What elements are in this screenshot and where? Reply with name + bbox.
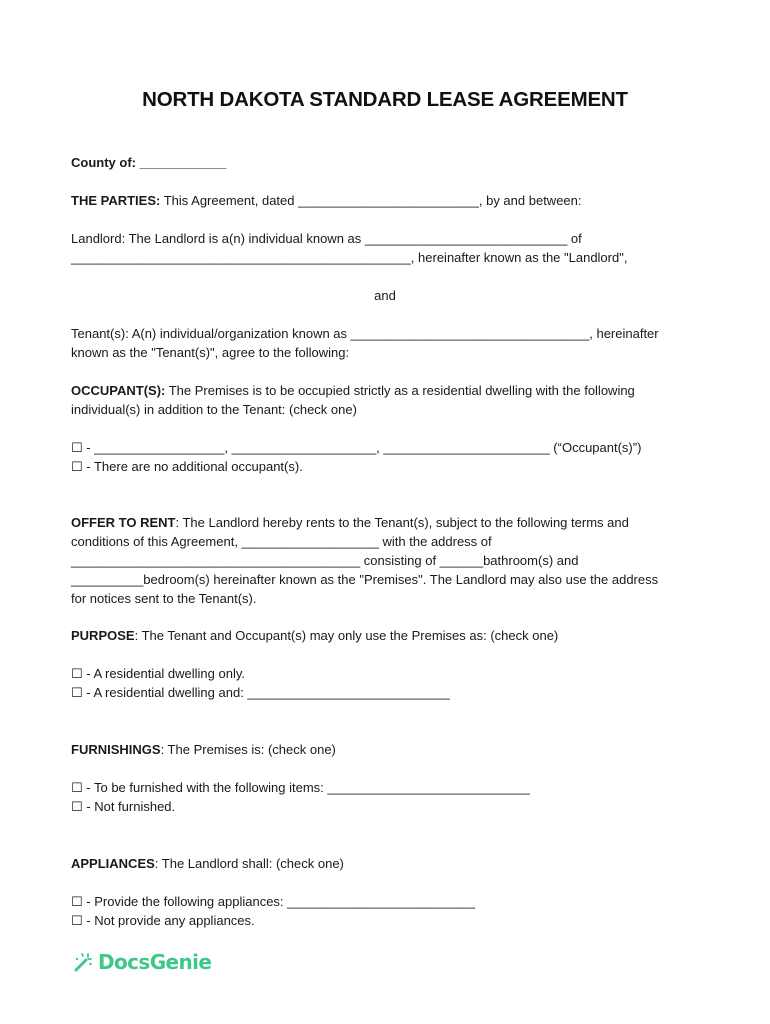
occupants-text: The Premises is to be occupied strictly as a residential dwelling with the following bbox=[165, 383, 635, 398]
offer-paragraph bbox=[71, 515, 629, 530]
tenant-line-2: known as the "Tenant(s)", agree to the following: bbox=[71, 345, 350, 360]
docsgenie-logo bbox=[73, 950, 211, 974]
offer-line-2: conditions of this Agreement, ___________________ with the address of bbox=[71, 534, 492, 549]
appliances-option-2[interactable]: ☐ - Not provide any appliances. bbox=[71, 913, 255, 928]
parties-paragraph bbox=[71, 193, 582, 208]
purpose-label: PURPOSE bbox=[71, 628, 135, 643]
appliances-label: APPLIANCES bbox=[71, 856, 155, 871]
document-title: NORTH DAKOTA STANDARD LEASE AGREEMENT bbox=[142, 88, 628, 111]
appliances-paragraph bbox=[71, 856, 344, 871]
and-text: and bbox=[374, 288, 396, 303]
furnishings-text: : The Premises is: (check one) bbox=[160, 742, 336, 757]
occupants-option-2[interactable]: ☐ - There are no additional occupant(s). bbox=[71, 459, 303, 474]
purpose-text: : The Tenant and Occupant(s) may only use the Premises as: (check one) bbox=[134, 628, 559, 643]
magic-wand-icon bbox=[73, 952, 93, 972]
parties-text: This Agreement, dated _________________________, by and between: bbox=[160, 193, 582, 208]
tenant-line-1: Tenant(s): A(n) individual/organization known as _________________________________, hereinafter bbox=[71, 326, 659, 341]
furnishings-option-1[interactable]: ☐ - To be furnished with the following items: ____________________________ bbox=[71, 780, 530, 795]
offer-line-5: for notices sent to the Tenant(s). bbox=[71, 591, 257, 606]
occupants-paragraph bbox=[71, 383, 635, 398]
offer-label: OFFER TO RENT bbox=[71, 515, 176, 530]
county-line: County of: ____________ bbox=[71, 155, 227, 170]
purpose-option-2[interactable]: ☐ - A residential dwelling and: ____________________________ bbox=[71, 685, 450, 700]
offer-line-3: ________________________________________ consisting of ______bathroom(s) and bbox=[71, 553, 579, 568]
occupants-label: OCCUPANT(S): bbox=[71, 383, 166, 398]
parties-label: THE PARTIES: bbox=[71, 193, 161, 208]
appliances-text: : The Landlord shall: (check one) bbox=[154, 856, 344, 871]
offer-line-4: __________bedroom(s) hereinafter known as the "Premises". The Landlord may also use the address bbox=[71, 572, 659, 587]
furnishings-paragraph bbox=[71, 742, 336, 757]
furnishings-option-2[interactable]: ☐ - Not furnished. bbox=[71, 799, 176, 814]
appliances-option-1[interactable]: ☐ - Provide the following appliances: __________________________ bbox=[71, 894, 476, 909]
occupants-option-1[interactable]: ☐ - __________________, ____________________, _______________________ (“Occupant(s)”) bbox=[71, 440, 642, 455]
purpose-paragraph bbox=[71, 628, 558, 643]
logo-text: DocsGenie bbox=[98, 950, 212, 974]
purpose-option-1[interactable]: ☐ - A residential dwelling only. bbox=[71, 666, 246, 681]
occupants-line-2: individual(s) in addition to the Tenant: (check one) bbox=[71, 402, 357, 417]
furnishings-label: FURNISHINGS bbox=[71, 742, 161, 757]
landlord-line-2: _______________________________________________, hereinafter known as the "Landlord", bbox=[71, 250, 628, 265]
offer-text: : The Landlord hereby rents to the Tenant(s), subject to the following terms and bbox=[175, 515, 629, 530]
landlord-line-1: Landlord: The Landlord is a(n) individual known as ____________________________ of bbox=[71, 231, 582, 246]
